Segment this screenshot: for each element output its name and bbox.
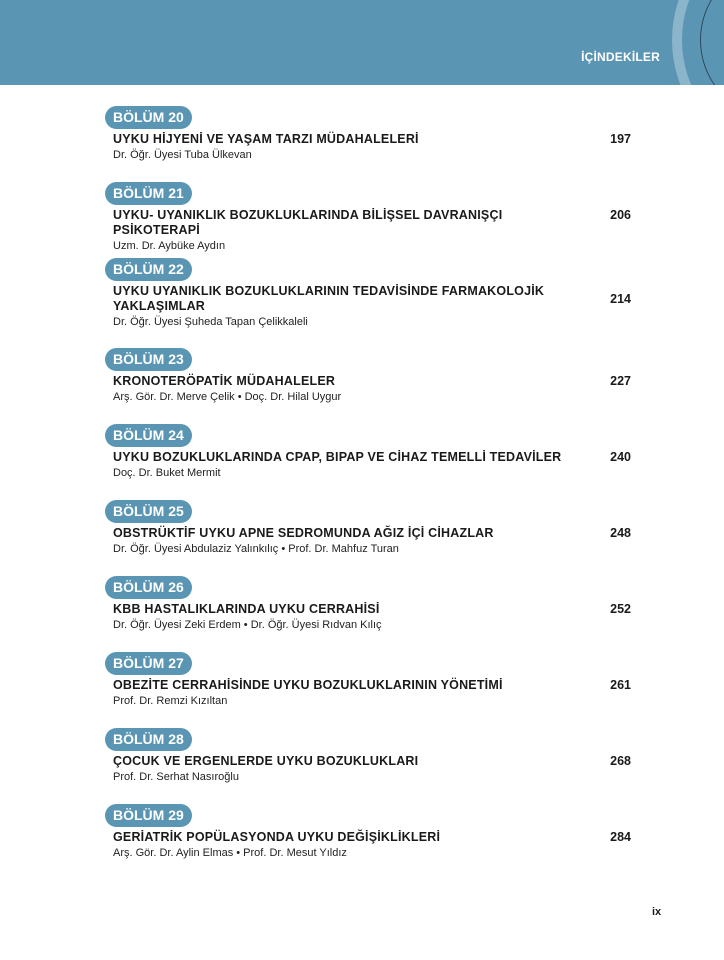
chapter-title[interactable]: UYKU- UYANIKLIK BOZUKLUKLARINDA BİLİŞSEL DAVRANIŞÇI PSİKOTERAPİ: [113, 208, 503, 237]
chapter-page[interactable]: 248: [610, 526, 631, 540]
chapter-page[interactable]: 284: [610, 830, 631, 844]
toc-entry[interactable]: [105, 804, 635, 880]
chapter-authors: Prof. Dr. Remzi Kızıltan: [113, 695, 228, 707]
chapter-badge: BÖLÜM 27: [105, 652, 192, 675]
toc-entry[interactable]: [105, 182, 635, 258]
chapter-title[interactable]: OBEZİTE CERRAHİSİNDE UYKU BOZUKLUKLARININ YÖNETİMİ: [113, 678, 503, 692]
chapter-page[interactable]: 261: [610, 678, 631, 692]
chapter-badge: BÖLÜM 22: [105, 258, 192, 281]
chapter-title[interactable]: KRONOTERÖPATİK MÜDAHALELER: [113, 374, 336, 388]
chapter-badge: BÖLÜM 29: [105, 804, 192, 827]
table-of-contents: [105, 106, 635, 880]
chapter-page[interactable]: 197: [610, 132, 631, 146]
chapter-badge: BÖLÜM 21: [105, 182, 192, 205]
chapter-badge: BÖLÜM 23: [105, 348, 192, 371]
chapter-authors: Arş. Gör. Dr. Merve Çelik • Doç. Dr. Hilal Uygur: [113, 391, 342, 403]
chapter-authors: Doç. Dr. Buket Mermit: [113, 467, 221, 479]
chapter-page[interactable]: 240: [610, 450, 631, 464]
section-title: İÇİNDEKİLER: [581, 50, 660, 64]
toc-entry[interactable]: [105, 258, 635, 348]
chapter-page[interactable]: 206: [610, 208, 631, 222]
chapter-title[interactable]: UYKU BOZUKLUKLARINDA CPAP, BIPAP VE CİHAZ TEMELLİ TEDAVİLER: [113, 450, 562, 464]
chapter-authors: Uzm. Dr. Aybüke Aydın: [113, 240, 226, 252]
chapter-title[interactable]: UYKU UYANIKLIK BOZUKLUKLARININ TEDAVİSİNDE FARMAKOLOJİK YAKLAŞIMLAR: [113, 284, 545, 313]
chapter-page[interactable]: 214: [610, 292, 631, 306]
toc-entry[interactable]: [105, 652, 635, 728]
chapter-authors: Dr. Öğr. Üyesi Şuheda Tapan Çelikkaleli: [113, 316, 308, 328]
chapter-authors: Arş. Gör. Dr. Aylin Elmas • Prof. Dr. Mesut Yıldız: [113, 847, 347, 859]
chapter-badge: BÖLÜM 26: [105, 576, 192, 599]
chapter-page[interactable]: 268: [610, 754, 631, 768]
chapter-badge: BÖLÜM 20: [105, 106, 192, 129]
chapter-title[interactable]: UYKU HİJYENİ VE YAŞAM TARZI MÜDAHALELERİ: [113, 132, 419, 146]
toc-entry[interactable]: [105, 106, 635, 182]
chapter-title[interactable]: ÇOCUK VE ERGENLERDE UYKU BOZUKLUKLARI: [113, 754, 419, 768]
toc-entry[interactable]: [105, 424, 635, 500]
chapter-title[interactable]: OBSTRÜKTİF UYKU APNE SEDROMUNDA AĞIZ İÇİ CİHAZLAR: [113, 526, 494, 540]
chapter-badge: BÖLÜM 24: [105, 424, 192, 447]
toc-entry[interactable]: [105, 576, 635, 652]
chapter-title[interactable]: GERİATRİK POPÜLASYONDA UYKU DEĞİŞİKLİKLERİ: [113, 830, 441, 844]
chapter-authors: Dr. Öğr. Üyesi Abdulaziz Yalınkılıç • Prof. Dr. Mahfuz Turan: [113, 543, 399, 555]
chapter-badge: BÖLÜM 25: [105, 500, 192, 523]
chapter-title[interactable]: KBB HASTALIKLARINDA UYKU CERRAHİSİ: [113, 602, 380, 616]
toc-entry[interactable]: [105, 728, 635, 804]
chapter-badge: BÖLÜM 28: [105, 728, 192, 751]
page-number: ix: [652, 906, 662, 918]
toc-entry[interactable]: [105, 500, 635, 576]
chapter-authors: Dr. Öğr. Üyesi Tuba Ülkevan: [113, 149, 252, 161]
page-header: [0, 0, 724, 85]
chapter-page[interactable]: 227: [610, 374, 631, 388]
chapter-authors: Prof. Dr. Serhat Nasıroğlu: [113, 771, 239, 783]
chapter-page[interactable]: 252: [610, 602, 631, 616]
chapter-authors: Dr. Öğr. Üyesi Zeki Erdem • Dr. Öğr. Üyesi Rıdvan Kılıç: [113, 619, 382, 631]
toc-entry[interactable]: [105, 348, 635, 424]
